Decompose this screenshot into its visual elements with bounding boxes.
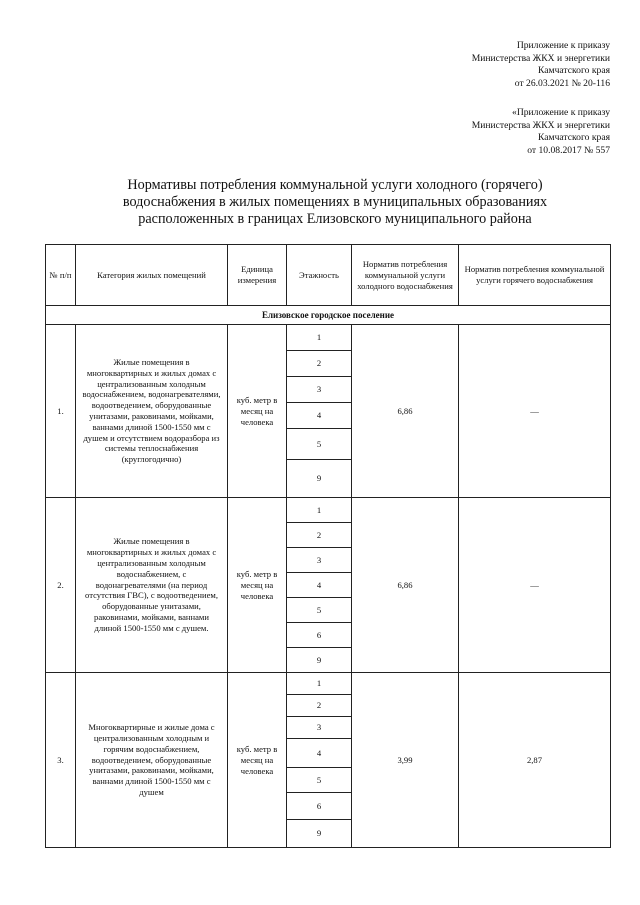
header-line: Камчатского края: [538, 132, 610, 144]
floor-cell: 2: [287, 522, 351, 547]
floor-cell: 4: [287, 572, 351, 597]
row-cold-norm: 3,99: [352, 673, 459, 848]
header-unit: Единица измерения: [228, 245, 287, 306]
row-unit: куб. метр в месяц на человека: [228, 498, 287, 673]
title-line: Нормативы потребления коммунальной услуги холодного (горячего): [127, 177, 543, 193]
floor-cell: 6: [287, 792, 351, 819]
header-line: Министерства ЖКХ и энергетики: [471, 119, 610, 131]
header-hot-water: Норматив потребления коммунальной услуги горячего водоснабжения: [459, 245, 611, 306]
row-unit: куб. метр в месяц на человека: [228, 325, 287, 498]
row-hot-norm: 2,87: [459, 673, 611, 848]
floor-cell: 6: [287, 622, 351, 647]
row-floors: [287, 325, 352, 498]
row-category: Жилые помещения в многоквартирных и жилых домах с централизованным холодным водоснабжением, с водонагревателями (на период отсутствия ГВС), с водоотведением, оборудованные унитазами, раковинами, мойками, ваннами длиной 1500-1550 мм с душем.: [76, 498, 228, 673]
row-num: 2.: [46, 498, 76, 673]
original-order-reference-header: [472, 107, 610, 157]
row-cold-norm: 6,86: [352, 325, 459, 498]
title-line: водоснабжения в жилых помещениях в муниципальных образованиях: [122, 194, 548, 210]
floor-cell: 5: [287, 767, 351, 792]
floor-cell: 4: [287, 738, 351, 767]
header-num: № п/п: [46, 245, 76, 306]
row-floors: [287, 673, 352, 848]
floor-cell: 9: [287, 647, 351, 672]
floor-cell: 4: [287, 402, 351, 428]
floor-cell: 2: [287, 694, 351, 716]
header-cold-water: Норматив потребления коммунальной услуги холодного водоснабжения: [352, 245, 459, 306]
header-category: Категория жилых помещений: [76, 245, 228, 306]
document-title: [40, 177, 630, 228]
order-reference-header: [472, 40, 610, 90]
header-line: от 26.03.2021 № 20-116: [514, 77, 610, 89]
row-cold-norm: 6,86: [352, 498, 459, 673]
row-hot-norm: —: [459, 325, 611, 498]
header-floors: Этажность: [287, 245, 352, 306]
row-num: 3.: [46, 673, 76, 848]
row-num: 1.: [46, 325, 76, 498]
table-row: [46, 498, 611, 673]
row-unit: куб. метр в месяц на человека: [228, 673, 287, 848]
row-floors: [287, 498, 352, 673]
floor-cell: 2: [287, 350, 351, 376]
header-line: Министерства ЖКХ и энергетики: [471, 52, 610, 64]
floor-cell: 5: [287, 428, 351, 459]
floor-cell: 3: [287, 376, 351, 402]
floor-cell: 9: [287, 819, 351, 847]
row-hot-norm: —: [459, 498, 611, 673]
floor-cell: 3: [287, 716, 351, 738]
header-line: «Приложение к приказу: [512, 107, 610, 118]
floor-cell: 1: [316, 504, 322, 515]
header-line: Камчатского края: [538, 65, 610, 77]
floor-cell: 5: [287, 597, 351, 622]
table-header-row: [46, 245, 611, 306]
table-row: [46, 325, 611, 498]
section-title: Елизовское городское поселение: [46, 306, 611, 325]
norms-table: [45, 244, 611, 848]
header-line: Приложение к приказу: [516, 40, 610, 51]
floor-cell: 3: [287, 547, 351, 572]
floor-cell: 9: [287, 459, 351, 497]
row-category: Многоквартирные и жилые дома с централизованным холодным и горячим водоснабжением, водоотведением, оборудованные унитазами, раковинами, мойками, ваннами длиной 1500-1550 мм с душем: [76, 673, 228, 848]
floor-cell: 1: [316, 678, 322, 688]
floor-cell: 1: [316, 332, 322, 342]
header-line: от 10.08.2017 № 557: [527, 144, 610, 156]
row-category: Жилые помещения в многоквартирных и жилых домах с централизованным холодным водоснабжением, водонагревателями, водоотведением, оборудованные унитазами, раковинами, мойками, ваннами длиной 1500-1550 мм с душем и отсутствием водоразбора из системы теплоснабжения (круглогодично): [76, 325, 228, 498]
table-row: [46, 673, 611, 848]
title-line: расположенных в границах Елизовского муниципального района: [138, 211, 532, 227]
